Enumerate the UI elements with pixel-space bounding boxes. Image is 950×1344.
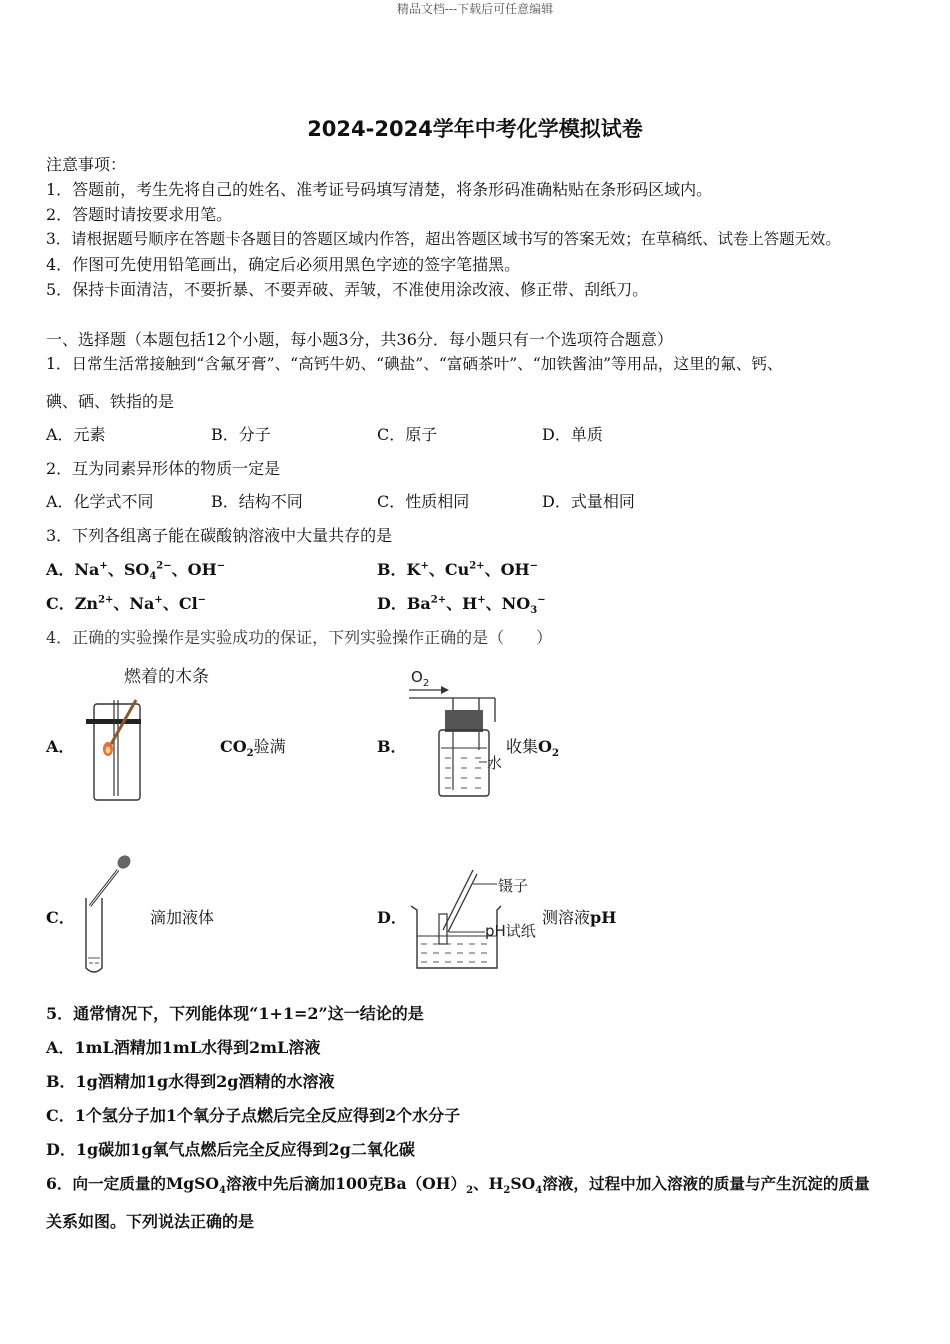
q2-option-a[interactable]: A．化学式不同	[46, 492, 154, 511]
q4-option-b[interactable]: B．	[377, 737, 407, 756]
water-label: 水	[487, 754, 503, 772]
q6-stem-cont: 关系如图。下列说法正确的是	[46, 1212, 255, 1231]
ph-paper-label: pH试纸	[485, 922, 536, 940]
o2-gas-label: $O_2$	[411, 668, 430, 689]
page-title: 2024-2024学年中考化学模拟试卷	[307, 117, 643, 141]
q1-option-a[interactable]: A．元素	[46, 425, 106, 444]
q5-option-d[interactable]: D．1g碳加1g氧气点燃后完全反应得到2g二氧化碳	[46, 1140, 415, 1159]
q1-stem: 1．日常生活常接触到“含氟牙膏”、“高钙牛奶、“碘盐”、“富硒茶叶”、“加铁酱油”等用品，这里的氟、钙、	[46, 355, 783, 373]
notice-item: 4．作图可先使用铅笔画出，确定后必须用黑色字迹的签字笔描黑。	[46, 255, 521, 274]
q4-option-d[interactable]: D．	[377, 908, 407, 927]
q2-stem: 2．互为同素异形体的物质一定是	[46, 459, 281, 478]
notice-heading: 注意事项：	[46, 155, 127, 174]
gas-bottle	[439, 730, 489, 796]
notice-item: 3．请根据题号顺序在答题卡各题目的答题区域内作答，超出答题区域书写的答案无效；在草稿纸、试卷上答题无效。	[46, 230, 841, 248]
burning-splint-label: 燃着的木条	[124, 667, 209, 687]
q4-option-b-caption: 收集$O_2$	[506, 737, 559, 760]
test-tube	[86, 898, 102, 972]
rubber-bulb	[115, 853, 133, 871]
co2-test-figure	[74, 664, 219, 806]
q4-stem: 4．正确的实验操作是实验成功的保证，下列实验操作正确的是（ ）	[46, 628, 553, 647]
notice-item: 2．答题时请按要求用笔。	[46, 205, 233, 224]
q2-option-c[interactable]: C．性质相同	[377, 492, 470, 511]
q5-option-a[interactable]: A．1mL酒精加1mL水得到2mL溶液	[46, 1038, 321, 1057]
collect-o2-figure	[405, 664, 510, 804]
q4-option-a-caption: $CO_2$验满	[220, 737, 286, 760]
page-header: 精品文档---下载后可任意编辑	[396, 2, 554, 16]
q4-option-a[interactable]: A．	[46, 737, 75, 756]
dropper-figure	[80, 850, 140, 978]
q3-option-c[interactable]: C．$Zn^{2+}$、Na+、Cl−	[46, 594, 207, 613]
notice-item: 5．保持卡面清洁，不要折暴、不要弄破、弄皱，不准使用涂改液、修正带、刮纸刀。	[46, 280, 649, 299]
q1-option-d[interactable]: D．单质	[542, 425, 603, 444]
q1-stem-cont: 碘、硒、铁指的是	[46, 392, 175, 411]
section-heading: 一、选择题（本题包括12个小题，每小题3分，共36分．每小题只有一个选项符合题意）	[46, 330, 673, 349]
q2-option-d[interactable]: D．式量相同	[542, 492, 635, 511]
q4-option-c[interactable]: C．	[46, 908, 75, 927]
q4-option-d-caption: 测溶液pH	[542, 908, 617, 927]
q4-option-c-caption: 滴加液体	[150, 908, 215, 927]
q5-option-c[interactable]: C．1个氢分子加1个氧分子点燃后完全反应得到2个水分子	[46, 1106, 461, 1125]
notice-item: 1．答题前，考生先将自己的姓名、准考证号码填写清楚，将条形码准确粘贴在条形码区域内。	[46, 180, 713, 199]
tweezers-label: 镊子	[498, 877, 529, 895]
gas-bottle	[94, 704, 140, 800]
q5-option-b[interactable]: B．1g酒精加1g水得到2g酒精的水溶液	[46, 1072, 335, 1091]
q6-stem: 6．向一定质量的MgSO$_4$溶液中先后滴加100克$Ba(OH)_2$、$H_2SO_4$溶液，过程中加入溶液的质量与产生沉淀的质量	[46, 1174, 870, 1197]
q1-option-c[interactable]: C．原子	[377, 425, 438, 444]
ph-test-figure	[405, 862, 545, 974]
q1-option-b[interactable]: B．分子	[211, 425, 271, 444]
q2-option-b[interactable]: B．结构不同	[211, 492, 303, 511]
q3-option-a[interactable]: A．Na+、$SO_4^{2-}$、OH−	[46, 560, 226, 583]
q5-stem: 5．通常情况下，下列能体现“1+1=2”这一结论的是	[46, 1004, 424, 1023]
rubber-stopper	[445, 710, 483, 732]
q3-option-d[interactable]: D．$Ba^{2+}$、H+、$NO_3^-$	[377, 594, 546, 617]
q3-option-b[interactable]: B．K+、$Cu^{2+}$、OH−	[377, 560, 539, 579]
q3-stem: 3．下列各组离子能在碳酸钠溶液中大量共存的是	[46, 526, 393, 545]
